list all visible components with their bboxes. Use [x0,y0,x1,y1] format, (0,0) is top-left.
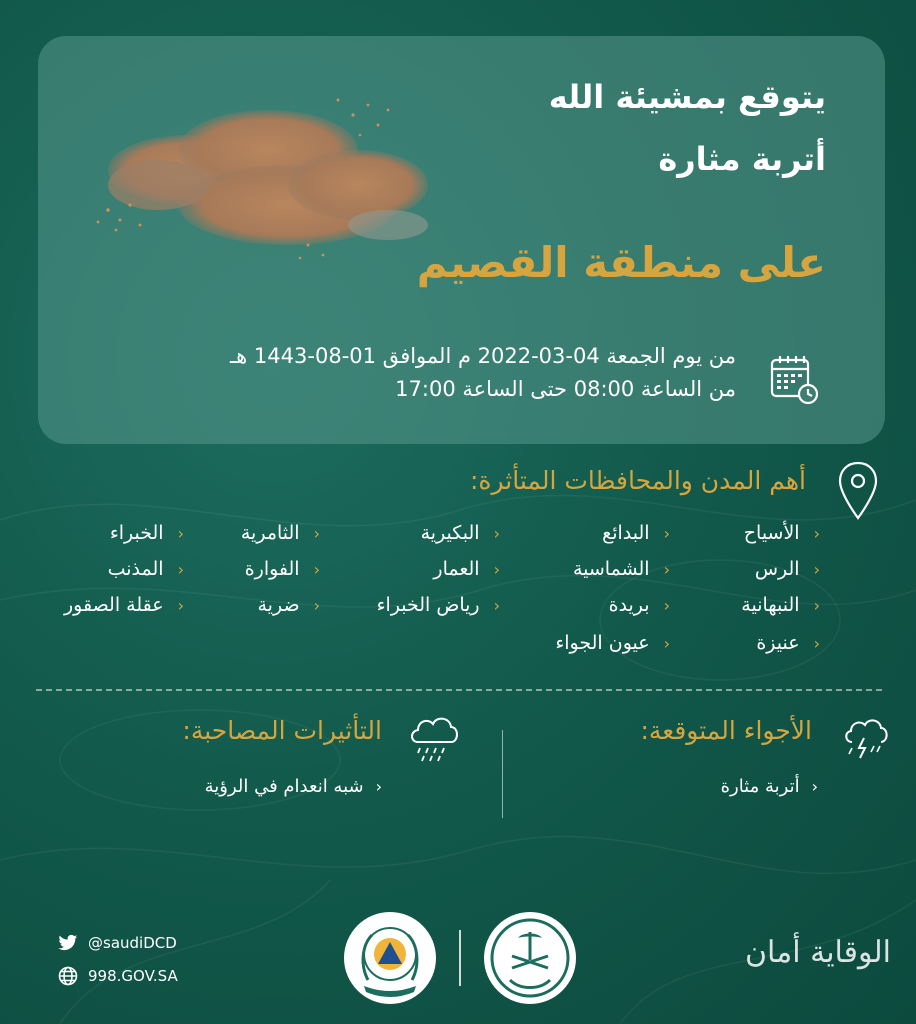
expected-weather-item: ‹ أتربة مثارة [720,776,818,797]
city-item: ‹ النبهانية [741,594,820,616]
chevron-left-icon: ‹ [663,559,670,579]
affected-cities-title: أهم المدن والمحافظات المتأثرة: [469,466,806,495]
chevron-left-icon: ‹ [663,633,670,653]
chevron-left-icon: ‹ [313,523,320,543]
chevron-left-icon: ‹ [813,523,820,543]
forecast-condition: أتربة مثارة [658,140,826,178]
chevron-left-icon: ‹ [813,559,820,579]
city-item: ‹ الخبراء [109,522,184,544]
city-item: ‹ عيون الجواء [555,632,670,654]
city-item: ‹ بريدة [608,594,670,616]
chevron-left-icon: ‹ [663,523,670,543]
chevron-left-icon: ‹ [813,633,820,653]
forecast-date-block [136,340,736,405]
accompanying-effect-item: ‹ شبه انعدام في الرؤية [204,776,382,797]
forecast-region: على منطقة القصيم [416,238,826,287]
dust-cloud-illustration [68,80,448,270]
chevron-left-icon: ‹ [811,777,818,796]
calendar-icon [768,354,820,406]
expected-weather-title: الأجواء المتوقعة: [640,716,812,745]
thunderstorm-icon [840,710,892,762]
city-item: ‹ الفوارة [244,558,320,580]
city-item: ‹ رياض الخبراء [376,594,500,616]
column-divider [502,730,503,818]
city-item: ‹ الثامرية [240,522,320,544]
city-item: ‹ الرس [754,558,820,580]
logo-separator [459,930,461,986]
chevron-left-icon: ‹ [375,777,382,796]
chevron-left-icon: ‹ [493,523,500,543]
city-item: ‹ المذنب [107,558,184,580]
affected-cities-grid [30,522,820,662]
city-item: ‹ الشماسية [572,558,670,580]
twitter-icon [58,934,78,952]
chevron-left-icon: ‹ [663,595,670,615]
twitter-handle[interactable] [58,934,177,952]
city-item: ‹ عقلة الصقور [63,594,184,616]
city-item: ‹ البدائع [602,522,670,544]
forecast-intro-line: يتوقع بمشيئة الله [548,78,826,116]
accompanying-effects-title: التأثيرات المصاحبة: [182,716,382,745]
chevron-left-icon: ‹ [177,523,184,543]
rain-cloud-icon [406,710,462,766]
city-item: ‹ العمار [433,558,500,580]
civil-defense-logo [342,910,438,1006]
chevron-left-icon: ‹ [177,595,184,615]
chevron-left-icon: ‹ [177,559,184,579]
slogan-calligraphy: الوقاية أمان [745,935,892,970]
twitter-handle-text: @saudiDCD [88,934,177,952]
city-item: ‹ البكيرية [420,522,500,544]
chevron-left-icon: ‹ [493,595,500,615]
city-item: ‹ عنيزة [756,632,820,654]
location-pin-icon [836,460,880,522]
website-text: 998.GOV.SA [88,967,178,985]
website-link[interactable] [58,966,178,986]
chevron-left-icon: ‹ [313,595,320,615]
city-item: ‹ ضرية [257,594,320,616]
ministry-interior-logo [482,910,578,1006]
chevron-left-icon: ‹ [493,559,500,579]
chevron-left-icon: ‹ [313,559,320,579]
forecast-time-line: من الساعة 08:00 حتى الساعة 17:00 [395,376,736,401]
section-divider [36,689,882,691]
globe-icon [58,966,78,986]
forecast-date-line: من يوم الجمعة 04-03-2022 م الموافق 01-08-1443 هـ [230,344,736,368]
city-item: ‹ الأسياح [743,522,820,544]
chevron-left-icon: ‹ [813,595,820,615]
